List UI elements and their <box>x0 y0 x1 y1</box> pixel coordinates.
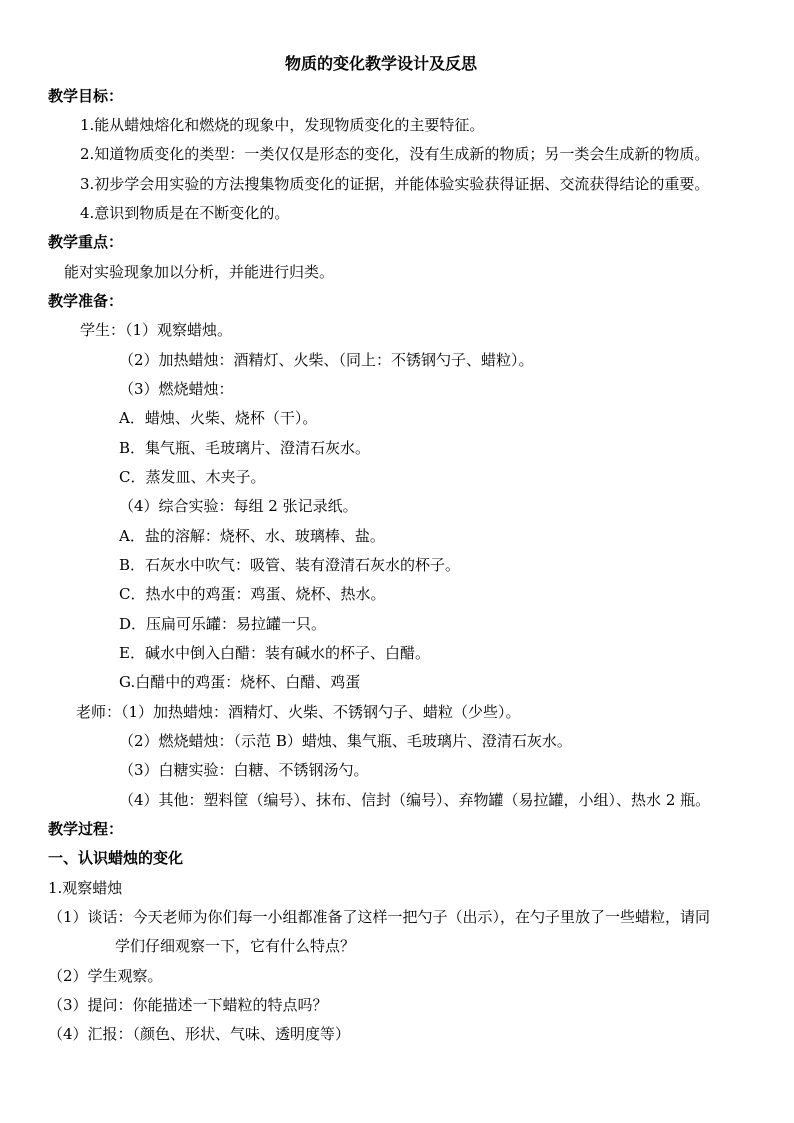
focus-heading: 教学重点： <box>48 233 124 251</box>
student-prep-line: G.白醋中的鸡蛋：烧杯、白醋、鸡蛋 <box>119 673 361 691</box>
student-prep-line: 学生：（1）观察蜡烛。 <box>80 321 233 339</box>
process-step: （1）谈话：今天老师为你们每一小组都准备了这样一把勺子（出示），在勺子里放了一些蜡粒，请同 <box>48 908 711 926</box>
objective-item: 1.能从蜡烛熔化和燃烧的现象中，发现物质变化的主要特征。 <box>80 116 485 134</box>
teacher-prep-line: （2）燃烧蜡烛：（示范 B）蜡烛、集气瓶、毛玻璃片、澄清石灰水。 <box>119 732 572 750</box>
student-prep-line: （4）综合实验：每组 2 张记录纸。 <box>119 497 358 515</box>
process-step: （4）汇报：（颜色、形状、气味、透明度等） <box>48 1025 351 1043</box>
student-prep-line: A．蜡烛、火柴、烧杯（干）。 <box>119 409 318 427</box>
subsection-1-title: 1.观察蜡烛 <box>48 879 123 897</box>
section-1-title: 一、认识蜡烛的变化 <box>48 849 184 867</box>
objective-item: 3.初步学会用实验的方法搜集物质变化的证据，并能体验实验获得证据、交流获得结论的重要。 <box>80 175 710 193</box>
student-prep-line: D．压扁可乐罐：易拉罐一只。 <box>119 615 327 633</box>
student-prep-line: （2）加热蜡烛：酒精灯、火柴、（同上：不锈钢勺子、蜡粒）。 <box>119 351 534 369</box>
objective-item: 2.知道物质变化的类型：一类仅仅是形态的变化，没有生成新的物质；另一类会生成新的物质。 <box>80 145 710 163</box>
process-heading: 教学过程： <box>48 820 124 838</box>
student-prep-line: （3）燃烧蜡烛： <box>119 380 234 398</box>
objective-item: 4.意识到物质是在不断变化的。 <box>80 204 290 222</box>
student-prep-line: E．碱水中倒入白醋：装有碱水的杯子、白醋。 <box>119 644 430 662</box>
objectives-heading: 教学目标： <box>48 87 124 105</box>
document-title: 物质的变化教学设计及反思 <box>285 54 478 73</box>
student-prep-line: C．蒸发皿、木夹子。 <box>119 468 266 486</box>
process-step-continuation: 学们仔细观察一下，它有什么特点？ <box>115 937 356 955</box>
teacher-prep-line: 老师：（1）加热蜡烛：酒精灯、火柴、不锈钢勺子、蜡粒（少些）。 <box>76 703 521 721</box>
teacher-prep-line: （4）其他：塑料筐（编号）、抹布、信封（编号）、弃物罐（易拉罐，小组）、热水 2 瓶。 <box>119 791 711 809</box>
student-prep-line: B．石灰水中吹气：吸管、装有澄清石灰水的杯子。 <box>119 556 461 574</box>
focus-text: 能对实验现象加以分析，并能进行归类。 <box>64 263 335 281</box>
student-prep-line: A．盐的溶解：烧杯、水、玻璃棒、盐。 <box>119 527 385 545</box>
student-prep-line: B．集气瓶、毛玻璃片、澄清石灰水。 <box>119 439 371 457</box>
preparation-heading: 教学准备： <box>48 292 124 310</box>
teacher-prep-line: （3）白糖实验：白糖、不锈钢汤勺。 <box>119 761 369 779</box>
process-step: （2）学生观察。 <box>48 967 163 985</box>
process-step: （3）提问：你能描述一下蜡粒的特点吗？ <box>48 996 328 1014</box>
student-prep-line: C．热水中的鸡蛋：鸡蛋、烧杯、热水。 <box>119 585 386 603</box>
